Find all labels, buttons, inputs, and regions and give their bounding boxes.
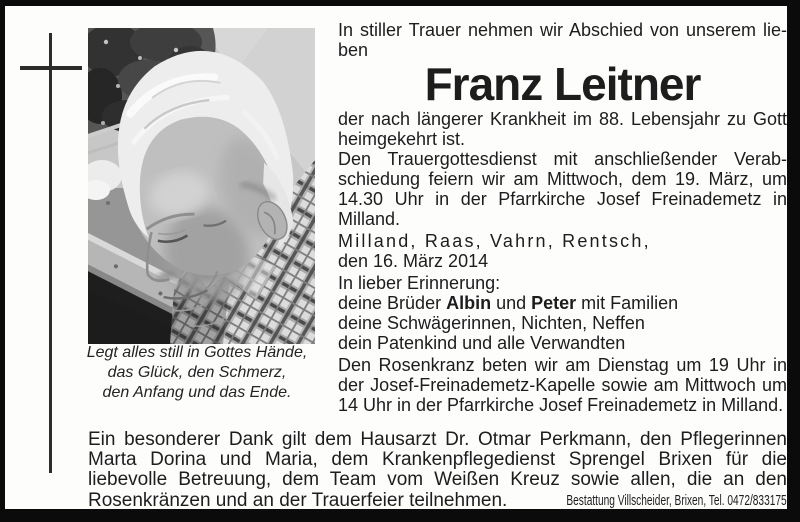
quote-line: das Glück, den Schmerz,	[107, 364, 287, 381]
quote-line: den Anfang und das Ende.	[102, 384, 292, 401]
memory-line: deine Schwägerinnen, Nichten, Neffen	[338, 313, 645, 333]
obituary-page	[5, 6, 787, 509]
thanks-text: Ein besonderer Dank gilt dem Hausarzt Dr. Otmar Perkmann, den Pflegerinnen Marta Dorina und Maria, dem Krankenpflegedienst Sprengel Brixen für die liebevolle Betreuung, dem Team vom Weißen Kreuz sowie allen, die an den Rosenkränzen und an der Trauerfeier teilnehmen.	[88, 429, 787, 511]
date-line: den 16. März 2014	[338, 251, 489, 271]
rosary-info-text: Den Rosenkranz beten wir am Dienstag um 19 Uhr in der Josef-Freinademetz-Kapelle sowie am Mittwoch um 14 Uhr in der Pfarrkirche Josef Freinademetz in Milland.	[338, 355, 787, 415]
deceased-name: Franz Leitner	[424, 58, 701, 110]
memory-text: deine Brüder	[338, 293, 447, 313]
memorial-cross-icon	[20, 33, 82, 473]
memory-text: mit Familien	[576, 293, 679, 313]
portrait-photo	[88, 28, 315, 344]
memory-line: dein Patenkind und alle Verwandten	[338, 333, 626, 353]
memorial-quote	[58, 343, 336, 403]
memory-heading: In lieber Erinnerung:	[338, 273, 501, 293]
death-notice-text: der nach längerer Krankheit im 88. Lebensjahr zu Gott heimgekehrt ist.	[338, 109, 787, 149]
memory-text: und	[491, 293, 532, 313]
brother-name: Albin	[446, 293, 492, 313]
intro-text: In stiller Trauer nehmen wir Abschied von unserem lieben	[338, 20, 787, 60]
service-info-text: Den Trauergottesdienst mit anschließender Verabschiedung feiern wir am Mittwoch, dem 19. März, um 14.30 Uhr in der Pfarrkirche Josef Freinademetz in Milland.	[338, 149, 787, 229]
memory-block	[338, 273, 787, 353]
quote-line: Legt alles still in Gottes Hände,	[86, 344, 308, 361]
thanks-block	[88, 430, 787, 511]
funeral-home-contact: Bestattung Villscheider, Brixen, Tel. 0472/833175	[566, 493, 787, 509]
notice-text-column	[338, 20, 787, 415]
memory-line-brothers	[338, 293, 787, 313]
portrait-photo-graphic	[88, 28, 315, 344]
places-line: Milland, Raas, Vahrn, Rentsch,	[338, 231, 651, 251]
brother-name: Peter	[531, 293, 577, 313]
